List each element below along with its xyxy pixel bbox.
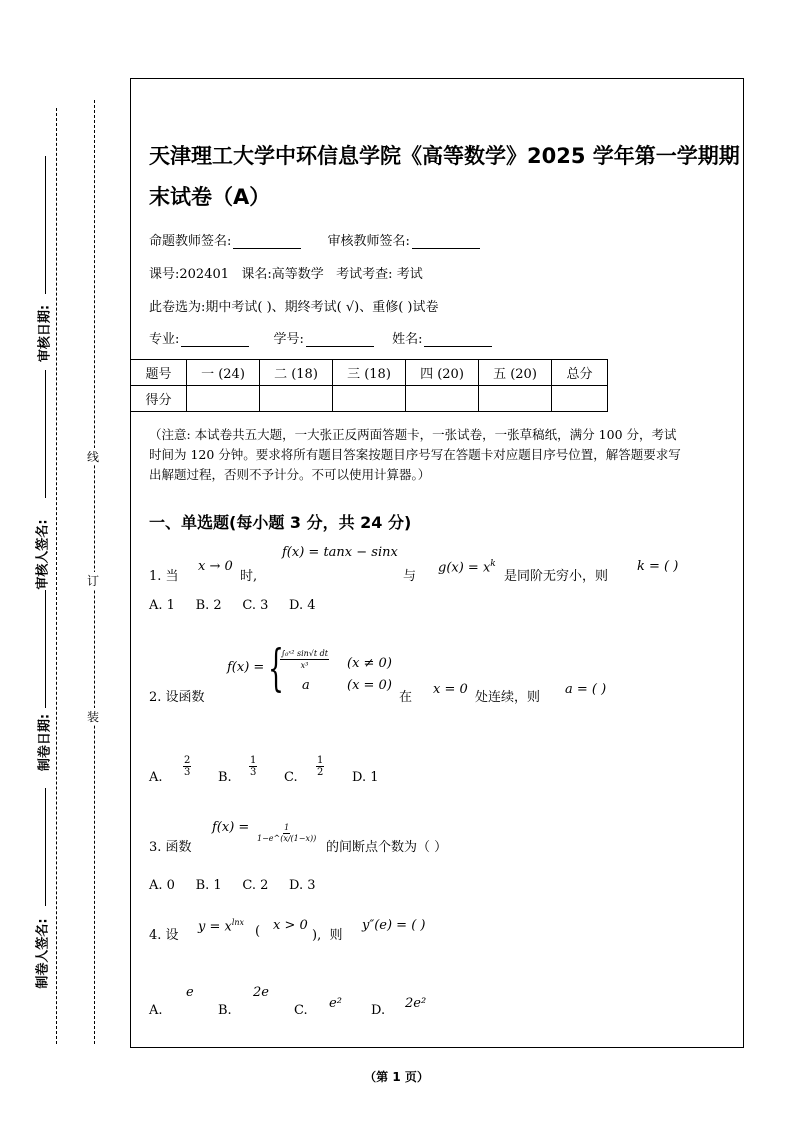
q4-optB-value: 2e: [253, 985, 269, 1000]
review-date-line: [45, 156, 46, 294]
q4-optC-value: e²: [329, 996, 342, 1011]
q2-optA-num: 2: [184, 755, 191, 766]
reviewer-label: 审核教师签名:: [327, 234, 410, 249]
q1-options: A. 1 B. 2 C. 3 D. 4: [149, 598, 316, 613]
paper-date-line: [45, 590, 46, 708]
major-blank[interactable]: [181, 332, 249, 347]
q4-y-base: y = x: [198, 919, 232, 935]
q3-f-label: f(x) =: [212, 820, 250, 835]
q2-brace: {: [268, 639, 284, 697]
score-cell[interactable]: [187, 386, 260, 412]
q3-fraction: [257, 815, 316, 844]
q2-optA-frac: [183, 755, 191, 778]
score-header-cell: 一 (24): [187, 360, 260, 386]
notice-line2: 时间为 120 分钟。要求将所有题目答案按题目序号写在答题卡对应题目序号位置，解答题要求写: [149, 447, 681, 462]
q2-case1-num: ∫₀ˣ² sin√t dt: [281, 649, 328, 658]
score-header-cell: 题号: [131, 360, 187, 386]
proposer-blank[interactable]: [233, 234, 301, 249]
score-header-cell: 二 (18): [260, 360, 333, 386]
score-header-row: [131, 360, 608, 386]
q4-optD-value: 2e²: [405, 996, 427, 1011]
q1-g-base: g(x) = x: [438, 560, 491, 576]
score-value-row: [131, 386, 608, 412]
exam-type-line: 此卷选为:期中考试( )、期终考试( √)、重修( )试卷: [149, 300, 439, 315]
binding-dotted-line-outer: [56, 108, 57, 1044]
q4-optD-label: D.: [371, 1003, 386, 1018]
page-number: （第 1 页）: [364, 1070, 429, 1084]
q3-prefix: 3. 函数: [149, 840, 192, 855]
score-header-cell: 总分: [552, 360, 608, 386]
q2-case1-fraction: [280, 641, 329, 671]
major-label: 专业:: [149, 332, 180, 347]
q2-optC-den: 2: [317, 767, 324, 778]
student-info-row: [149, 328, 492, 347]
q2-optB-den: 3: [250, 767, 257, 778]
score-row-label: 得分: [131, 386, 187, 412]
q2-case1-den: x³: [300, 661, 309, 670]
score-cell[interactable]: [333, 386, 406, 412]
q2-case1-frac: [280, 648, 329, 671]
q2-prefix: 2. 设函数: [149, 690, 205, 705]
binding-char-ding: 订: [87, 574, 100, 588]
reviewer-blank[interactable]: [412, 234, 480, 249]
q2-optC-label: C.: [284, 770, 298, 785]
q1-ask: k = ( ): [637, 559, 679, 574]
q4-optA-label: A.: [149, 1003, 163, 1018]
exam-title-line2: 末试卷（A）: [149, 185, 271, 209]
q1-g-exponent: k: [490, 559, 496, 569]
student-id-blank[interactable]: [306, 332, 374, 347]
exam-title-line1: 天津理工大学中环信息学院《高等数学》2025 学年第一学期期: [149, 144, 740, 168]
q2-optA-den: 3: [184, 767, 191, 778]
q2-optB-value: [249, 748, 257, 778]
q2-optA-value: [183, 748, 191, 778]
q2-ask: a = ( ): [565, 682, 607, 697]
signature-row: [149, 230, 480, 249]
score-cell[interactable]: [552, 386, 608, 412]
q2-point: x = 0: [433, 682, 468, 697]
paper-date-label: 制卷日期:: [37, 713, 53, 772]
q4-condition: x > 0: [273, 918, 308, 933]
score-table: [130, 359, 608, 412]
q3-tail: 的间断点个数为（ ）: [326, 840, 448, 855]
q3-frac: [257, 823, 316, 844]
q3-num: 1: [284, 823, 290, 832]
q1-tail: 是同阶无穷小，则: [504, 569, 609, 584]
q2-optD: D. 1: [352, 770, 379, 785]
q1-f-expression: f(x) = tanx − sinx: [282, 545, 398, 560]
q1-yu: 与: [403, 569, 417, 584]
q2-optB-label: B.: [218, 770, 232, 785]
review-date-label: 审核日期:: [37, 304, 53, 363]
q2-optC-value: [316, 748, 324, 778]
q1-condition: x → 0: [198, 559, 233, 574]
q4-optC-label: C.: [294, 1003, 308, 1018]
q2-case2-cond: (x = 0): [347, 678, 392, 693]
section1-heading: 一、单选题(每小题 3 分，共 24 分): [149, 513, 412, 532]
binding-char-zhuang: 装: [87, 710, 100, 724]
q4-paren-close: ), 则: [312, 928, 343, 943]
q4-prefix: 4. 设: [149, 928, 179, 943]
q4-paren-open: (: [255, 924, 261, 939]
binding-char-xian: 线: [87, 450, 100, 464]
q4-y-expression: [198, 918, 244, 934]
notice-line1: （注意: 本试卷共五大题，一大张正反两面答题卡，一张试卷，一张草稿纸，满分 100 分，考试: [149, 427, 677, 442]
q2-tail: 处连续，则: [475, 690, 541, 705]
score-header-cell: 三 (18): [333, 360, 406, 386]
q2-optA-label: A.: [149, 770, 163, 785]
score-cell[interactable]: [260, 386, 333, 412]
notice-line3: 出解题过程，否则不予计分。不可以使用计算器。）: [149, 467, 431, 482]
q2-optB-frac: [249, 755, 257, 778]
q3-options: A. 0 B. 1 C. 2 D. 3: [149, 878, 316, 893]
q2-optC-frac: [316, 755, 324, 778]
score-header-cell: 五 (20): [479, 360, 552, 386]
q2-f-label: f(x) =: [227, 660, 265, 675]
maker-sign-label: 制卷人签名:: [35, 918, 51, 989]
maker-sign-line: [45, 788, 46, 906]
reviewer-sign-line: [45, 370, 46, 498]
name-blank[interactable]: [424, 332, 492, 347]
score-header-cell: 四 (20): [406, 360, 479, 386]
course-line: 课号:202401 课名:高等数学 考试考查: 考试: [149, 267, 423, 282]
score-cell[interactable]: [479, 386, 552, 412]
q4-y-exponent: lnx: [231, 918, 245, 927]
student-id-label: 学号:: [273, 332, 304, 347]
q2-case2-val: a: [302, 678, 310, 693]
q2-optC-num: 1: [317, 755, 324, 766]
q1-shi: 时,: [240, 569, 258, 584]
q4-optB-label: B.: [218, 1003, 232, 1018]
q2-case1-cond: (x ≠ 0): [347, 656, 392, 671]
q4-ask: y″(e) = ( ): [362, 918, 426, 933]
proposer-label: 命题教师签名:: [149, 234, 232, 249]
name-label: 姓名:: [392, 332, 423, 347]
q2-zai: 在: [399, 690, 413, 705]
score-cell[interactable]: [406, 386, 479, 412]
q1-prefix: 1. 当: [149, 569, 179, 584]
q1-g-expression: [438, 559, 496, 575]
q3-den: 1−e^(x/(1−x)): [257, 834, 317, 843]
q4-optA-value: e: [186, 985, 194, 1000]
reviewer-sign-label: 审核人签名:: [35, 519, 51, 590]
q2-optB-num: 1: [250, 755, 257, 766]
